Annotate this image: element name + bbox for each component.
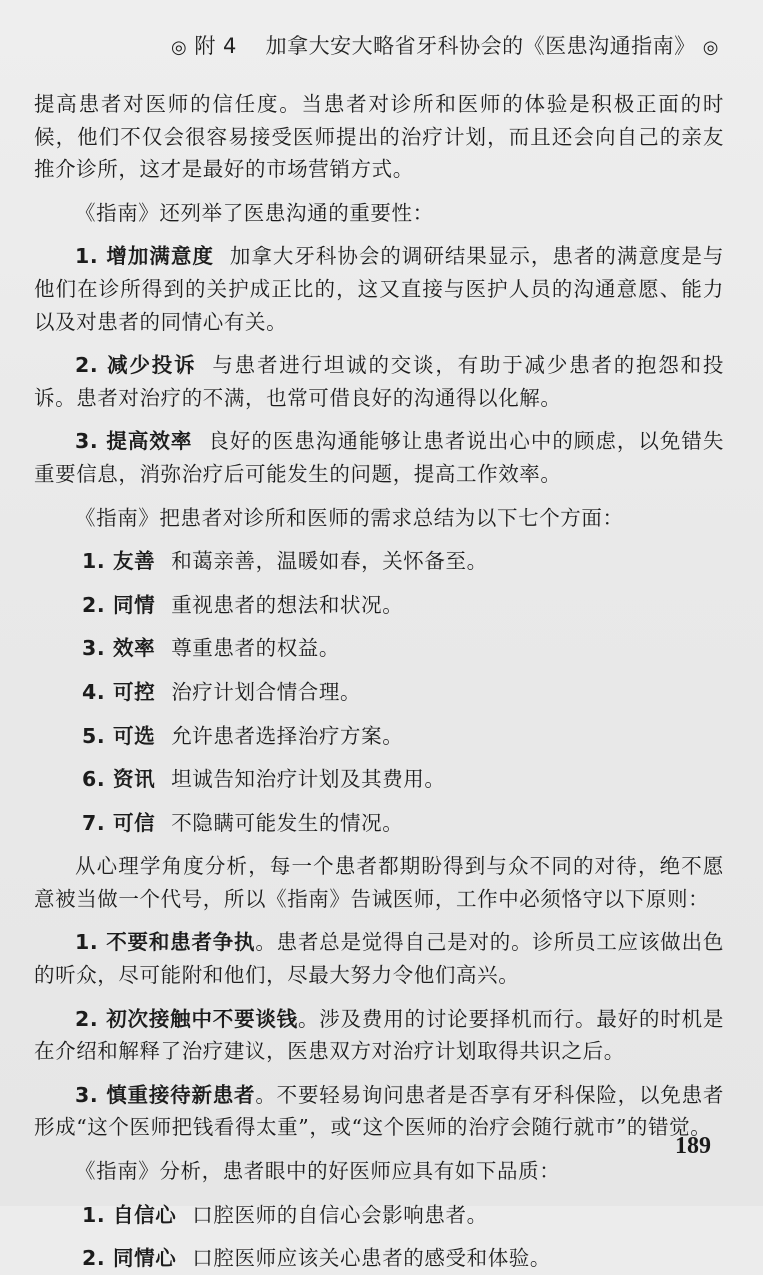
needs-item: [34, 763, 724, 796]
needs-item: [34, 589, 724, 622]
importance-item-text: 加拿大牙科协会的调研结果显示，患者的满意度是与他们在诊所得到的关护成正比的，这又直接与医护人员的沟通意愿、能力以及对患者的同情心有关。: [34, 244, 724, 334]
importance-item-label: 3. 提高效率: [75, 429, 193, 454]
quality-item-label: 2. 同情心: [82, 1246, 177, 1271]
needs-item-text: 允许患者选择治疗方案。: [171, 723, 404, 748]
importance-item-label: 1. 增加满意度: [75, 244, 214, 269]
quality-item-text: 口腔医师的自信心会影响患者。: [192, 1202, 488, 1227]
needs-item: [34, 545, 724, 578]
running-head: [171, 30, 719, 60]
needs-item-text: 尊重患者的权益。: [171, 636, 341, 661]
needs-item-label: 6. 资讯: [82, 767, 156, 792]
paragraph-importance-intro: 《指南》还列举了医患沟通的重要性：: [75, 200, 434, 225]
needs-item-label: 5. 可选: [82, 723, 156, 748]
needs-item-text: 治疗计划合情合理。: [171, 679, 362, 704]
principle-item-no-money: [34, 1003, 724, 1068]
principle-item-new-patients: [34, 1079, 724, 1144]
appendix-label: 附 4: [194, 34, 237, 58]
needs-item-label: 2. 同情: [82, 592, 156, 617]
needs-item: [34, 632, 724, 665]
principle-item-label: 1. 不要和患者争执: [75, 930, 256, 955]
importance-item-satisfaction: [34, 240, 724, 338]
importance-item-text: 与患者进行坦诚的交谈，有助于减少患者的抱怨和投诉。患者对治疗的不满，也常可借良好的沟通得以化解。: [34, 353, 724, 410]
needs-item-text: 不隐瞒可能发生的情况。: [171, 810, 404, 835]
needs-item-text: 坦诚告知治疗计划及其费用。: [171, 767, 446, 792]
paragraph-needs-intro: 《指南》把患者对诊所和医师的需求总结为以下七个方面：: [75, 505, 624, 530]
importance-item-complaints: [34, 349, 724, 414]
needs-item: [34, 807, 724, 840]
principle-item-text: 。患者总是觉得自己是对的。诊所员工应该做出色的听众，尽可能附和他们，尽最大努力令他们高兴。: [34, 930, 724, 988]
quality-item-label: 1. 自信心: [82, 1202, 177, 1227]
needs-item-text: 重视患者的想法和状况。: [171, 592, 404, 617]
needs-item-label: 7. 可信: [82, 810, 156, 835]
page-number: 189: [675, 1133, 711, 1159]
paragraph-qualities-intro: 《指南》分析，患者眼中的好医师应具有如下品质：: [75, 1159, 561, 1184]
quality-item: [34, 1199, 724, 1232]
running-head-title: 加拿大安大略省牙科协会的《医患沟通指南》: [265, 34, 696, 58]
principle-item-label: 3. 慎重接待新患者: [75, 1082, 256, 1107]
circle-mark-icon: ◎: [170, 37, 188, 58]
needs-item: [34, 676, 724, 709]
quality-item: [34, 1242, 724, 1275]
principle-item-label: 2. 初次接触中不要谈钱: [75, 1006, 298, 1031]
principle-item-no-argue: [34, 926, 724, 991]
needs-item: [34, 720, 724, 753]
needs-item-text: 和蔼亲善，温暖如春，关怀备至。: [171, 549, 488, 574]
quality-item-text: 口腔医师应该关心患者的感受和体验。: [192, 1246, 551, 1271]
paragraph-trust: 提高患者对医师的信任度。当患者对诊所和医师的体验是积极正面的时候，他们不仅会很容易接受医师提出的治疗计划，而且还会向自己的亲友推介诊所，这才是最好的市场营销方式。: [34, 92, 724, 182]
needs-item-label: 4. 可控: [82, 679, 156, 704]
importance-item-efficiency: [34, 425, 724, 490]
needs-item-label: 3. 效率: [82, 636, 156, 661]
principle-item-text: 。涉及费用的讨论要择机而行。最好的时机是在介绍和解释了治疗建议，医患双方对治疗计划取得共识之后。: [34, 1006, 725, 1064]
needs-item-label: 1. 友善: [82, 549, 156, 574]
body-text: [34, 88, 724, 1275]
paragraph-psychology: 从心理学角度分析，每一个患者都期盼得到与众不同的对待，绝不愿意被当做一个代号，所以《指南》告诫医师，工作中必须恪守以下原则：: [34, 854, 724, 911]
circle-mark-icon: ◎: [702, 37, 719, 58]
importance-item-text: 良好的医患沟通能够让患者说出心中的顾虑，以免错失重要信息，消弥治疗后可能发生的问题，提高工作效率。: [34, 429, 724, 486]
importance-item-label: 2. 减少投诉: [75, 353, 197, 378]
principle-item-text: 。不要轻易询问患者是否享有牙科保险，以免患者形成“这个医师把钱看得太重”，或“这个医师的治疗会随行就市”的错觉。: [34, 1082, 724, 1140]
